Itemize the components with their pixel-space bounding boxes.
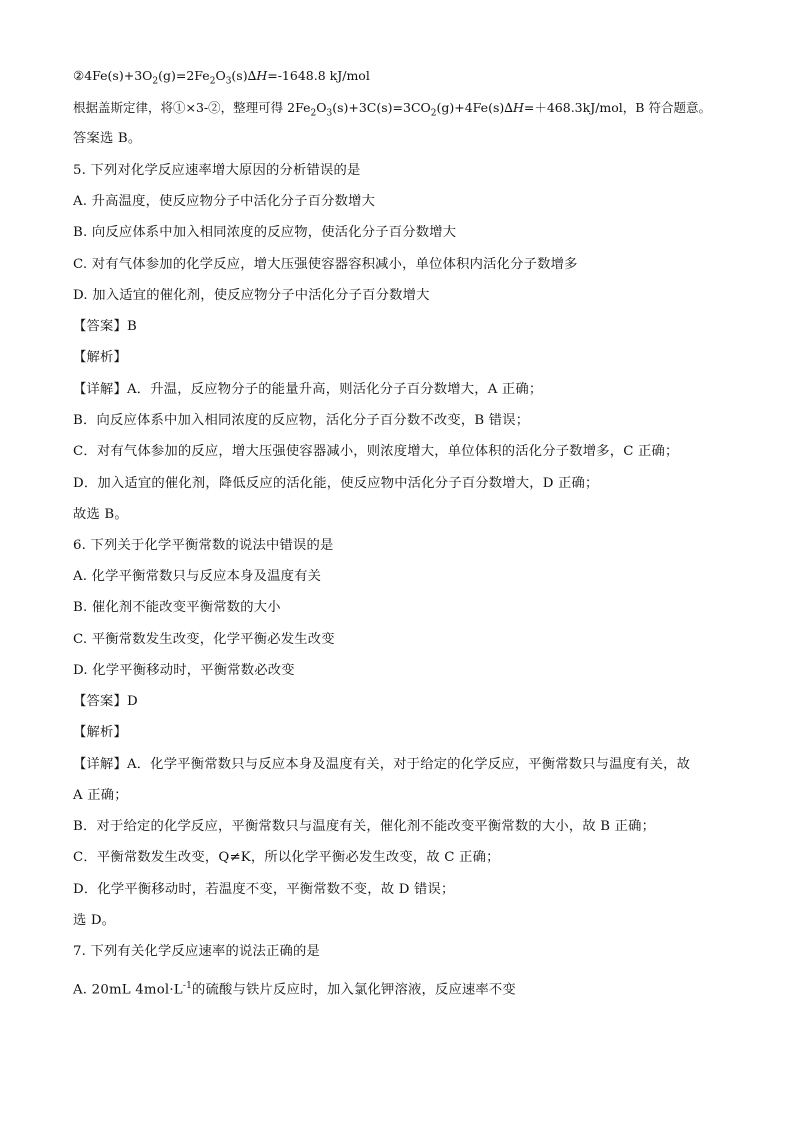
question-6: 6. 下列关于化学平衡常数的说法中错误的是 [73,538,334,553]
q5-answer: 【答案】B [73,319,137,334]
q5-detail-c: C．对有气体参加的反应，增大压强使容器减小，则浓度增大，单位体积的活化分子数增多，C 正确； [73,444,679,459]
subscript: 3 [326,108,333,119]
q5-conclusion: 故选 B。 [73,507,128,522]
q5-detail-b: B．向反应体系中加入相同浓度的反应物，活化分子百分数不改变，B 错误； [73,413,530,428]
q5-detail-d: D．加入适宜的催化剂，降低反应的活化能，使反应物中活化分子百分数增大，D 正确； [73,476,599,491]
superscript: -1 [182,981,192,991]
subscript: 2 [430,108,437,119]
q5-option-b: B. 向反应体系中加入相同浓度的反应物，使活化分子百分数增大 [73,225,457,240]
q6-detail-d: D．化学平衡移动时，若温度不变，平衡常数不变，故 D 错误； [73,882,455,897]
q6-analysis-heading: 【解析】 [73,725,127,740]
q7-option-a [73,977,733,999]
q6-detail-b: B．对于给定的化学反应，平衡常数只与温度有关，催化剂不能改变平衡常数的大小，故 B 正确； [73,819,656,834]
q6-answer: 【答案】D [73,694,138,709]
text: 的硫酸与铁片反应时，加入氯化钾溶液，反应速率不变 [192,982,516,998]
text: =＋468.3kJ/mol，B 符合题意。 [523,100,711,115]
q5-analysis-heading: 【解析】 [73,350,127,365]
text: (g)+4Fe(s)∆ [436,100,513,115]
subscript: 2 [310,108,317,119]
q6-option-c: C. 平衡常数发生改变，化学平衡必发生改变 [73,632,335,647]
subscript: 3 [225,76,232,87]
answer-line: 答案选 B。 [73,131,142,146]
q6-option-b: B. 催化剂不能改变平衡常数的大小 [73,600,281,615]
eq-text: O [215,68,226,83]
q6-detail-c: C．平衡常数发生改变，Q≠K，所以化学平衡必发生改变，故 C 正确； [73,850,500,865]
q6-detail-a-cont: A 正确； [73,788,128,803]
question-7: 7. 下列有关化学反应速率的说法正确的是 [73,944,320,959]
q6-conclusion: 选 D。 [73,913,116,928]
q5-option-c: C. 对有气体参加的化学反应，增大压强使容器容积减小，单位体积内活化分子数增多 [73,257,578,272]
enthalpy-symbol: H [512,100,524,115]
text: (s)+3C(s)=3CO [332,100,431,115]
eq-text: (s)∆ [231,68,257,83]
q6-option-d: D. 化学平衡移动时，平衡常数必改变 [73,663,295,678]
q6-option-a: A. 化学平衡常数只与反应本身及温度有关 [73,569,322,584]
eq-text: =-1648.8 kJ/mol [267,68,370,83]
subscript: 2 [209,76,216,87]
eq-text: ②4Fe(s)+3O [73,68,153,83]
eq-text: (g)=2Fe [158,68,210,83]
subscript: 2 [152,76,159,87]
q5-detail-a: 【详解】A．升温，反应物分子的能量升高，则活化分子百分数增大，A 正确； [73,382,543,397]
enthalpy-symbol: H [256,68,268,83]
q5-option-a: A. 升高温度，使反应物分子中活化分子百分数增大 [73,194,376,209]
text: 根据盖斯定律，将①×3-②，整理可得 2Fe [73,100,311,115]
equation-line-2 [73,67,733,91]
q5-option-d: D. 加入适宜的催化剂，使反应物分子中活化分子百分数增大 [73,288,430,303]
question-5: 5. 下列对化学反应速率增大原因的分析错误的是 [73,163,361,178]
q6-detail-a: 【详解】A．化学平衡常数只与反应本身及温度有关，对于给定的化学反应，平衡常数只与温度有关，故 [73,757,691,772]
hess-law-line [73,99,733,123]
text: O [316,100,327,115]
text: A. 20mL 4mol·L [73,982,183,998]
